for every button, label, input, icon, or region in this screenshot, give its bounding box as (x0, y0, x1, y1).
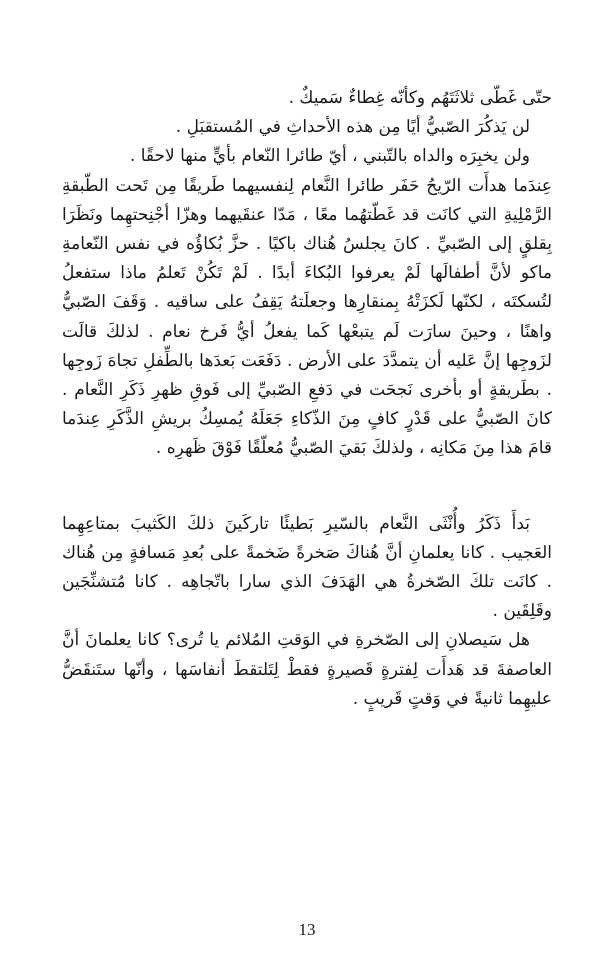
section-break (62, 464, 552, 510)
paragraph-1: حتّى غَطّى ثلاثَتَهُم وكأنّه غِطاءٌ سَميكٌ . (288, 88, 552, 108)
paragraph-3: ولن يخبِرَه والداه بالتّبني ، أيّ طائرا النّعام بأيٍّ منها لاحقًا . (129, 146, 530, 167)
page-body (62, 84, 552, 714)
paragraph-6: هل سَيصلانِ إلى الصّخرةِ في الوَقتِ المُلائم يا تُرى؟ كانا يعلمانَ أنَّ العاصفةَ قد هَدأَت لِفترةٍ قَصيرةٍ فقطْ لِتَلتقطَ أنفاسَها ، وأنّها ستَنقَضُّ عليهِما ثانيةً في وَقتٍ قَريبٍ . (62, 630, 552, 709)
paragraph-5: بَدأَ ذَكَرُ وأُنْثَى النَّعام بالسّيرِ بَطيئًا تاركَينَ ذلكَ الكَثيبَ بمتاعِهِما العَجيب . كانا يعلمانِ أنَّ هُناكَ صَخرةً ضَخمةً على بُعدِ مَسافةٍ مِن هُناك . كانَت تلكَ الصّخرةُ هي الهَدَفَ الذي سارا باتّجاهِه . كانا مُتشنِّجَين وقَلِقَين . (62, 513, 552, 622)
paragraph-4: عِندَما هدأَت الرّيحُ حَفَر طائرا النَّعام لِنفسيهما طَريقًا مِن تَحت الطّبقةِ الرَّمْلِيةِ التي كانَت قد غَطّتهُما معًا ، مَدّا عنقَيهما وهزّا أجْنِحتهِما ونَظَرَا بِقلقٍ إلى الصّبيِّ . كانَ يجلسُ هُناك باكيًا . حزَّ بُكاؤُه في نفس النّعامةِ ماكو لأنَّ أطفالَها لَمْ يعرفوا البُكاءَ أبدًا . لَمْ تَكُنْ تَعلمُ ماذا ستفعلُ لتُسكتَه ، لكنّها لَكزَتْهُ بِمنقارِها وجعلَتهُ يَقِفُ على ساقيه . وَقَفَ الصّبيُّ واهنًا ، وحينَ سارَت لَم يتبعْها كَما يفعلُ أيُّ فَرخ نعام . لذلكَ قالَت لزَوجِها إنَّ عَليه أن يتمدَّدَ على الأرض . دَفَعَت بَعدَها بالطِّفلِ تجاهَ زَوجِها . بطَريقةٍ أو بأخرى نَجحَت في دَفعِ الصّبيِّ إلى فَوقِ ظهرِ ذَكَرِ النَّعام . كانَ الصّبيُّ على قَدْرٍ كافٍ مِنَ الذّكاءِ جَعَلَهُ يُمسِكُ بريشِ الذَّكَرِ عِندَما قامَ هذا مِنَ مَكانِه ، ولذلكَ بَقيَ الصّبيُّ مُعلّقًا فَوْقَ ظَهرِه . (62, 175, 552, 459)
page-number: 13 (298, 920, 316, 939)
paragraph-2: لن يَذكُرَ الصّبيُّ أيًا مِن هذه الأحداثِ في المُستقبَلِ . (175, 117, 530, 138)
